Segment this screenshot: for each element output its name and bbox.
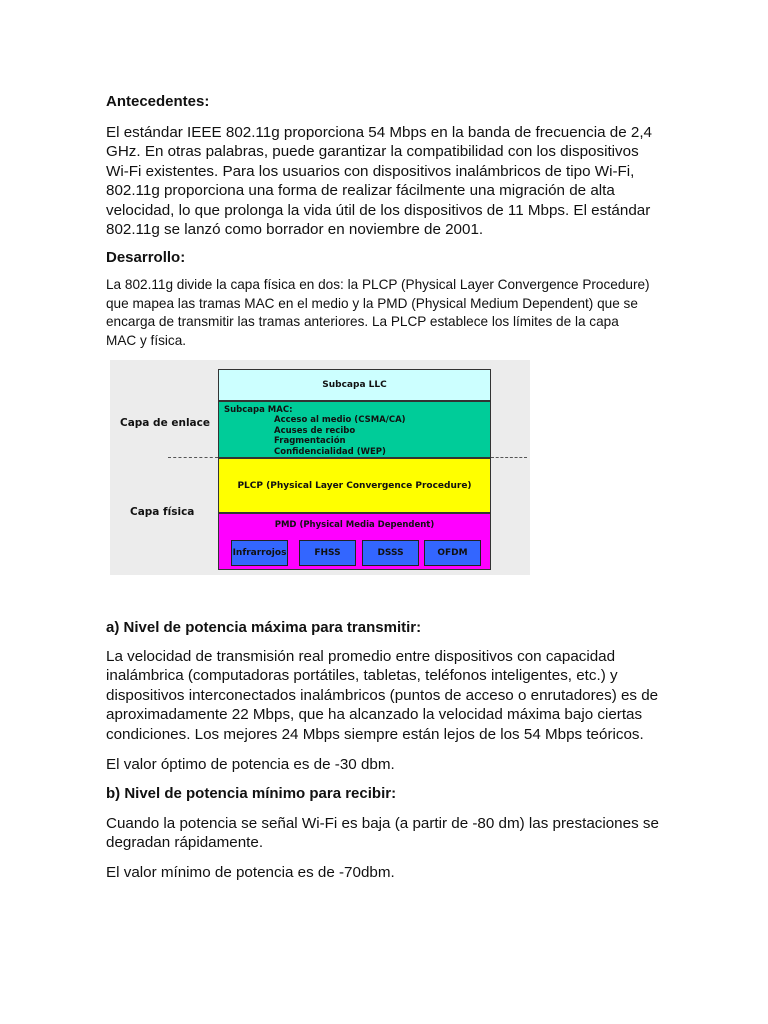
block-pmd [218,513,491,570]
mac-item: Acuses de recibo [274,425,356,436]
paragraph-nivel-minimo [106,814,666,853]
text-line: La velocidad de transmisión real promedio entre dispositivos con capacidad [106,648,616,665]
paragraph-desarrollo [106,276,676,350]
text-line: condiciones. Los mejores 24 Mbps siempre están lejos de los 54 Mbps teóricos. [106,725,644,743]
paragraph-antecedentes [106,123,666,239]
pmd-box-infrarrojos: Infrarrojos [231,540,288,566]
text-line: 802.11g proporciona una forma de realizar fácilmente una migración de alta [106,182,615,200]
divider-left [168,457,218,458]
note-potencia-optima: El valor óptimo de potencia es de -30 dbm. [106,756,395,773]
heading-nivel-maximo: a) Nivel de potencia máxima para transmitir: [106,619,422,636]
mac-item: Acceso al medio (CSMA/CA) [274,415,406,425]
text-line: degradan rápidamente. [106,834,264,852]
mac-item: Fragmentación [274,436,346,446]
text-line: encarga de transmitir las tramas anteriores. La PLCP establece los límites de la capa [106,314,619,329]
text-line: que mapea las tramas MAC en el medio y la PMD (Physical Medium Dependent) que se [106,295,638,311]
text-line: dispositivos interconectados inalámbricos (puntos de acceso o enrutadores) es de [106,686,659,704]
text-line: La 802.11g divide la capa física en dos: la PLCP (Physical Layer Convergence Procedure) [106,277,650,292]
text-line: 802.11g se lanzó como borrador en noviembre de 2001. [106,221,484,239]
mac-items [274,415,406,457]
text-line: GHz. En otras palabras, puede garantizar la compatibilidad con los dispositivos [106,143,639,161]
text-line: Wi-Fi existentes. Para los usuarios con dispositivos inalámbricos de tipo Wi-Fi, [106,162,635,180]
block-plcp: PLCP (Physical Layer Convergence Procedure) [218,458,491,513]
heading-nivel-minimo: b) Nivel de potencia mínimo para recibir: [106,785,397,802]
pmd-box-dsss: DSSS [362,540,419,566]
pmd-title: PMD (Physical Media Dependent) [274,520,435,530]
text-line: Cuando la potencia se señal Wi-Fi es baja (a partir de -80 dm) las prestaciones se [106,815,659,832]
heading-antecedentes: Antecedentes: [106,93,210,110]
text-line: MAC y física. [106,332,187,348]
heading-desarrollo: Desarrollo: [106,249,186,266]
pmd-box-fhss: FHSS [299,540,356,566]
mac-item: Confidencialidad (WEP) [274,446,386,457]
text-line: El estándar IEEE 802.11g proporciona 54 Mbps en la banda de frecuencia de 2,4 [106,124,653,141]
block-mac [218,401,491,458]
label-capa-fisica: Capa física [130,506,195,518]
text-line: aproximadamente 22 Mbps, que ha alcanzado la velocidad máxima bajo ciertas [106,706,643,724]
divider-right [491,457,527,458]
label-capa-enlace: Capa de enlace [120,417,210,429]
text-line: velocidad, lo que prolonga la vida útil de los dispositivos de 11 Mbps. El estándar [106,201,651,219]
block-llc: Subcapa LLC [218,369,491,401]
pmd-box-ofdm: OFDM [424,540,481,566]
layer-diagram [110,360,530,575]
note-potencia-minima: El valor mínimo de potencia es de -70dbm. [106,864,395,881]
text-line: inalámbrica (computadoras portátiles, tabletas, teléfonos inteligentes, etc.) y [106,667,618,685]
mac-title: Subcapa MAC: [224,405,293,415]
paragraph-nivel-maximo [106,647,666,744]
